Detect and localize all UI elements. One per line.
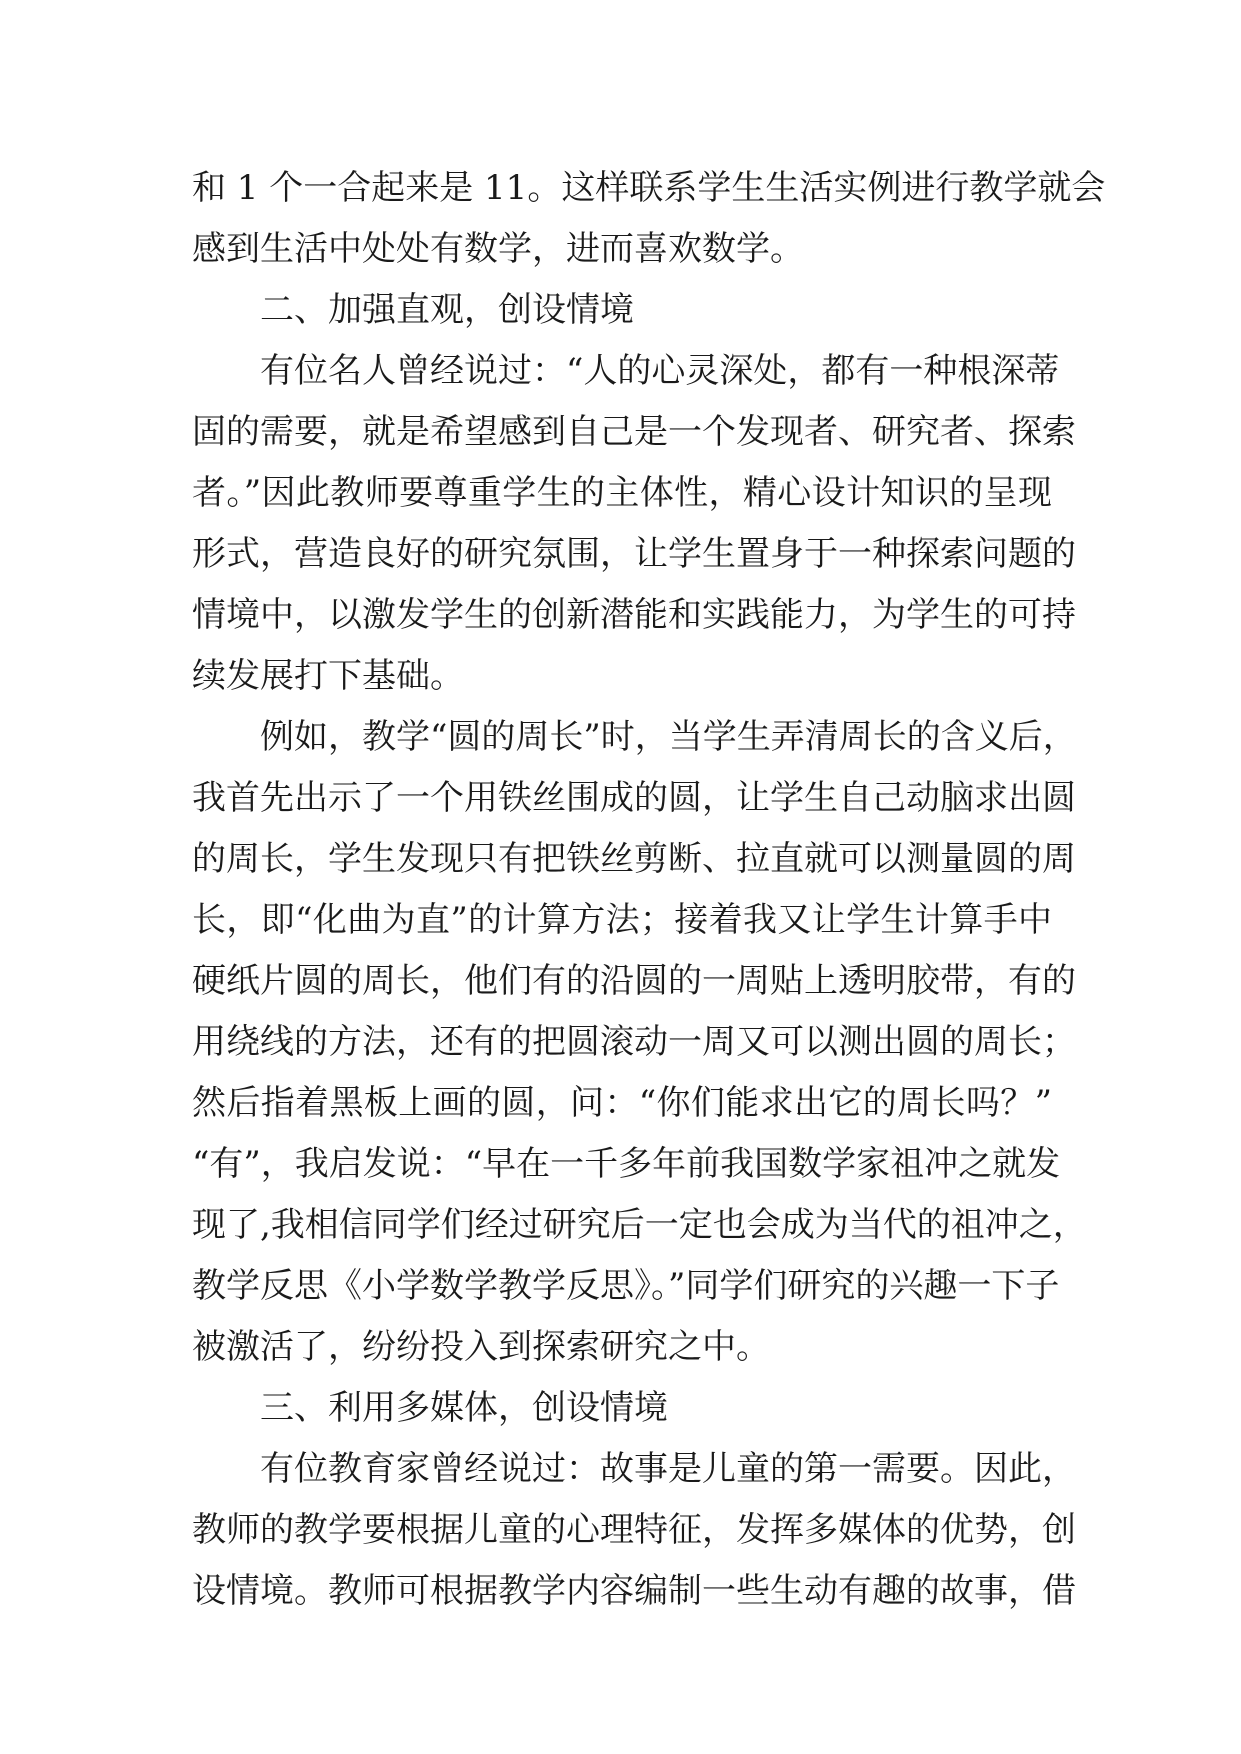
- text-line: 硬纸片圆的周长，他们有的沿圆的一周贴上透明胶带，有的: [192, 961, 1076, 1001]
- text-line: 形式，营造良好的研究氛围，让学生置身于一种探索问题的: [192, 534, 1076, 574]
- text-line: 者。”因此教师要尊重学生的主体性，精心设计知识的呈现: [192, 473, 1052, 513]
- text-line: 和 1 个一合起来是 11。这样联系学生生活实例进行教学就会: [192, 168, 1106, 208]
- text-line: 我首先出示了一个用铁丝围成的圆，让学生自己动脑求出圆: [192, 778, 1076, 818]
- text-line: 然后指着黑板上画的圆，问：“你们能求出它的周长吗？”: [192, 1083, 1052, 1123]
- text-line: 长，即“化曲为直”的计算方法；接着我又让学生计算手中: [192, 900, 1052, 940]
- text-line: 有位教育家曾经说过：故事是儿童的第一需要。因此，: [260, 1449, 1076, 1489]
- text-line: 被激活了，纷纷投入到探索研究之中。: [192, 1327, 770, 1367]
- text-line: 有位名人曾经说过：“人的心灵深处，都有一种根深蒂: [260, 351, 1060, 391]
- text-line: “有”，我启发说：“早在一千多年前我国数学家祖冲之就发: [192, 1144, 1061, 1184]
- text-line: 现了,我相信同学们经过研究后一定也会成为当代的祖冲之，: [192, 1205, 1087, 1245]
- section-heading: 二、加强直观，创设情境: [260, 290, 634, 330]
- text-line: 的周长，学生发现只有把铁丝剪断、拉直就可以测量圆的周: [192, 839, 1076, 879]
- text-line: 用绕线的方法，还有的把圆滚动一周又可以测出圆的周长；: [192, 1022, 1076, 1062]
- text-line: 设情境。教师可根据教学内容编制一些生动有趣的故事，借: [192, 1571, 1076, 1611]
- document-body: [192, 158, 1106, 1622]
- text-line: 教师的教学要根据儿童的心理特征，发挥多媒体的优势，创: [192, 1510, 1076, 1550]
- text-line: 续发展打下基础。: [192, 656, 464, 696]
- section-heading: 三、利用多媒体，创设情境: [260, 1388, 668, 1428]
- text-line: 固的需要，就是希望感到自己是一个发现者、研究者、探索: [192, 412, 1076, 452]
- text-line: 感到生活中处处有数学，进而喜欢数学。: [192, 229, 804, 269]
- text-line: 情境中，以激发学生的创新潜能和实践能力，为学生的可持: [192, 595, 1076, 635]
- text-line: 教学反思《小学数学教学反思》。”同学们研究的兴趣一下子: [192, 1266, 1060, 1306]
- text-line: 例如，教学“圆的周长”时，当学生弄清周长的含义后，: [260, 717, 1077, 757]
